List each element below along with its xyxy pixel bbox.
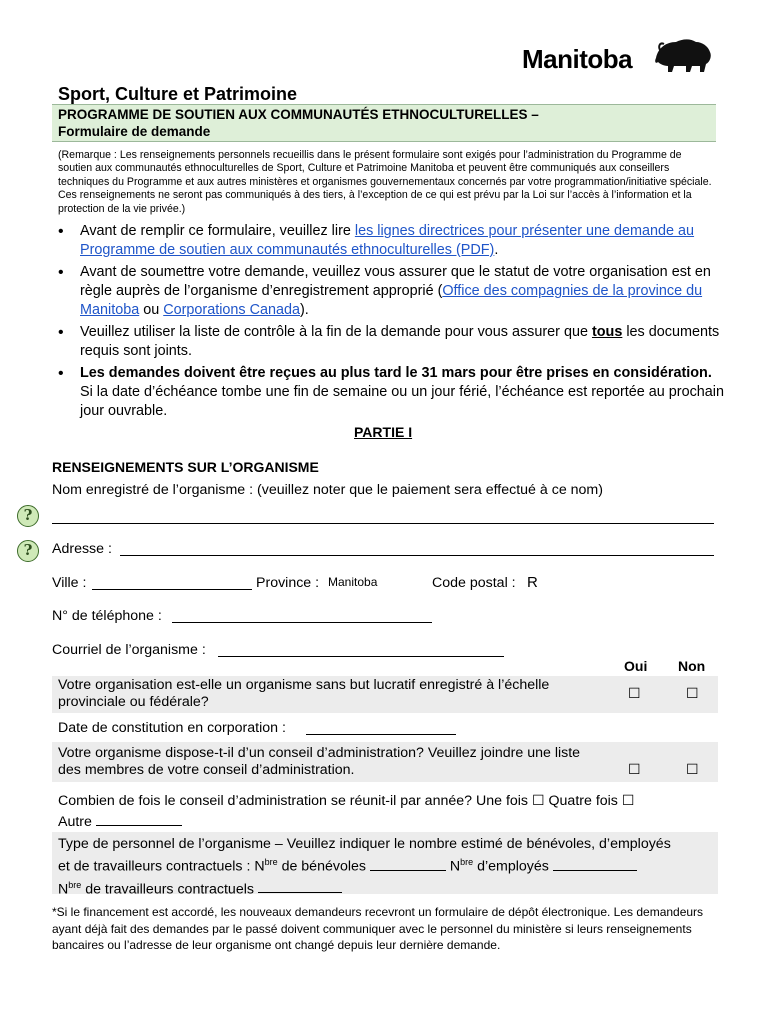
incorporation-date-label: Date de constitution en corporation :	[58, 720, 286, 736]
board-meetings-question	[58, 792, 718, 831]
instruction-text: ).	[300, 302, 309, 318]
emphasis-all: tous	[591, 324, 623, 340]
org-name-label: Nom enregistré de l’organisme : (veuillez noter que le paiement sera effectué à ce nom)	[52, 482, 603, 498]
personnel-text: Type de personnel de l’organisme – Veuillez indiquer le nombre estimé de bénévoles, d’employés	[58, 836, 671, 852]
manitoba-logo	[522, 36, 712, 80]
funding-footnote: *Si le financement est accordé, les nouveaux demandeurs recevront un formulaire de dépôt électronique. Les demandeurs ayant déjà fait des demandes par le passé doivent communiquer avec le personnel du ministère si leurs renseignements bancaires ou l’adresse de leur organisme ont changé depuis leur dernière demande.	[52, 905, 704, 952]
instruction-text: ou	[139, 302, 164, 318]
bison-icon	[652, 36, 714, 76]
program-title-line1: PROGRAMME DE SOUTIEN AUX COMMUNAUTÉS ETHNOCULTURELLES –	[58, 107, 539, 122]
superscript: bre	[460, 857, 474, 867]
board-question: Votre organisme dispose-t-il d’un conseil d’administration? Veuillez joindre une liste des membres de votre conseil d’administration.	[58, 745, 581, 778]
help-icon[interactable]: ?	[17, 540, 39, 562]
superscript: bre	[68, 879, 82, 890]
volunteers-field[interactable]	[370, 855, 446, 871]
city-label: Ville :	[52, 575, 87, 591]
incorporation-date-field[interactable]	[306, 719, 456, 735]
org-name-field[interactable]	[52, 508, 714, 524]
other-field[interactable]	[96, 810, 182, 826]
email-label: Courriel de l’organisme :	[52, 642, 206, 658]
program-title	[58, 106, 539, 140]
email-field[interactable]	[218, 641, 504, 657]
instruction-checklist	[52, 323, 724, 361]
guidelines-pdf-link[interactable]: les lignes directrices pour présenter une demande au Programme de soutien aux communautés ethnoculturelles (PDF)	[80, 223, 695, 258]
nonprofit-no-checkbox[interactable]: ☐	[686, 686, 699, 702]
postal-code-field[interactable]: R	[527, 574, 538, 591]
instruction-text: les documents requis sont joints.	[80, 324, 720, 359]
nonprofit-yes-checkbox[interactable]: ☐	[628, 686, 641, 702]
province-label: Province :	[256, 575, 320, 591]
department-title: Sport, Culture et Patrimoine	[58, 84, 298, 104]
number-letter: N	[449, 858, 461, 875]
instruction-text: Avant de soumettre votre demande, veuillez vous assurer que le statut de votre organisation est en règle auprès de l’organisme d’enregistrement approprié (	[80, 264, 711, 299]
personnel-text: et de travailleurs contractuels : N	[58, 858, 265, 875]
no-column-header: Non	[678, 658, 706, 674]
employees-field[interactable]	[553, 855, 637, 871]
city-field[interactable]	[92, 574, 252, 590]
instruction-text: .	[494, 242, 499, 258]
employees-label: d’employés	[473, 858, 549, 875]
four-times-checkbox[interactable]: ☐	[621, 793, 635, 809]
other-label: Autre	[58, 814, 92, 830]
board-meetings-text: Combien de fois le conseil d’administration se réunit-il par année? Une fois	[58, 793, 529, 809]
instruction-text: Veuillez utiliser la liste de contrôle à la fin de la demande pour vous assurer que	[80, 324, 592, 340]
postal-code-label: Code postal :	[432, 575, 516, 591]
program-title-line2: Formulaire de demande	[58, 124, 211, 139]
number-letter: N	[58, 881, 69, 898]
contractors-label: de travailleurs contractuels	[81, 881, 254, 898]
four-times-label: Quatre fois	[548, 793, 618, 809]
nonprofit-question: Votre organisation est-elle un organisme sans but lucratif enregistré à l’échelle provinciale ou fédérale?	[58, 677, 550, 710]
contractors-field[interactable]	[258, 877, 342, 893]
instruction-registration	[52, 263, 724, 320]
help-icon[interactable]: ?	[17, 505, 39, 527]
personnel-question	[58, 835, 718, 898]
board-no-checkbox[interactable]: ☐	[686, 762, 699, 778]
instruction-guidelines	[52, 222, 724, 260]
deadline-emphasis: Les demandes doivent être reçues au plus tard le 31 mars pour être prises en considération.	[80, 365, 712, 381]
address-label: Adresse :	[52, 541, 112, 557]
once-checkbox[interactable]: ☐	[531, 793, 545, 809]
instructions-list	[52, 222, 724, 424]
corporations-canada-link[interactable]: Corporations Canada	[163, 302, 301, 318]
phone-field[interactable]	[172, 607, 432, 623]
instruction-deadline	[52, 364, 724, 421]
phone-label: N° de téléphone :	[52, 608, 162, 624]
province-value[interactable]: Manitoba	[328, 575, 378, 589]
part-heading: PARTIE I	[354, 424, 413, 440]
volunteers-label: de bénévoles	[277, 858, 366, 875]
instruction-text: Avant de remplir ce formulaire, veuillez lire	[80, 223, 355, 239]
section-title: RENSEIGNEMENTS SUR L’ORGANISME	[52, 459, 319, 475]
board-yes-checkbox[interactable]: ☐	[628, 762, 641, 778]
privacy-notice: (Remarque : Les renseignements personnels recueillis dans le présent formulaire sont exigés pour l’administration du Programme de soutien aux communautés ethnoculturelles de Sport, Culture et Patrimoine Manitoba et peuvent être communiqués aux conseillers techniques du Programme et aux autres ministères et organismes gouvernementaux concernés par votre programmation/initiative spéciale. Ces renseignements ne seront pas communiqués à des tiers, à l’exception de ce qui est prévu par la Loi sur l’accès à l’information et la protection de la vie privée.)	[58, 149, 712, 215]
logo-wordmark: Manitoba	[522, 44, 633, 74]
companies-office-link[interactable]: Office des compagnies de la province du Manitoba	[80, 283, 703, 318]
yes-column-header: Oui	[624, 658, 648, 674]
address-field[interactable]	[120, 540, 714, 556]
superscript: bre	[264, 857, 278, 867]
instruction-text: Si la date d’échéance tombe une fin de semaine ou un jour férié, l’échéance est reportée au prochain jour ouvrable.	[80, 384, 725, 419]
